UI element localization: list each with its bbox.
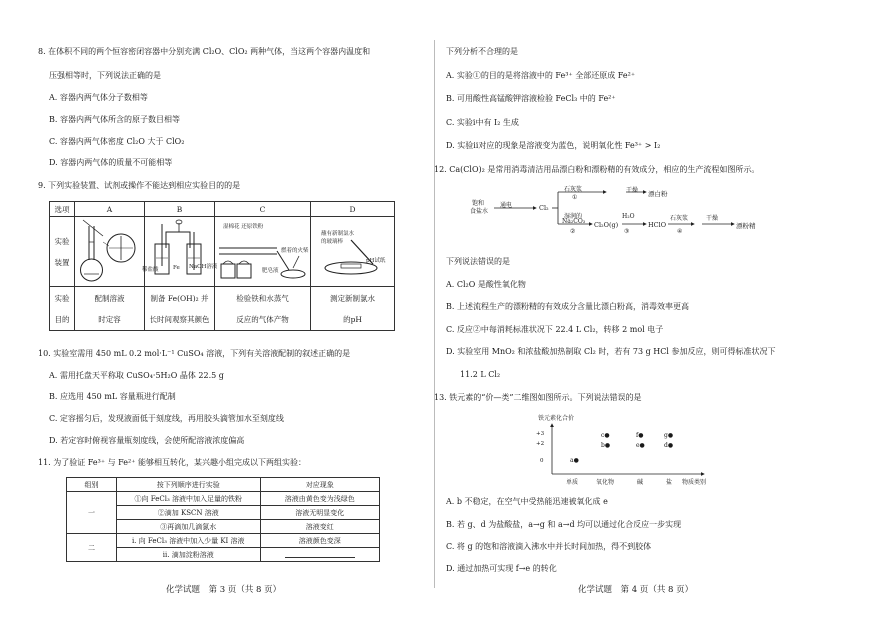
flow-hclo: HClO [648,221,667,229]
q9-purpose-label-2: 目的 [54,314,70,324]
flow-start-1: 饱和 [472,200,485,207]
label-b-fe: Fe [173,265,180,271]
q9-purpose-c [215,287,311,331]
q11-header-group: 组别 [67,478,117,492]
label-b-naoh: NaOH溶液 [189,264,218,270]
q13-option-d: D. 通过加热可实现 f→e 的转化 [446,564,557,573]
chart-y-label: 铁元素化合价 [538,415,575,422]
q12-stem: 12. Ca(ClO)₂ 是常用消毒清洁用品漂白粉和漂粉精的有效成分，相应的生产流程如图所示。 [434,165,760,174]
q11-group-2: 二 [67,534,117,562]
flow-lime: 石灰浆 [670,215,689,222]
label-c-top: 湿棉花 还原铁粉 [223,224,264,230]
flow-step-2: ② [570,228,576,235]
q9-header-d: D [311,202,395,217]
q11-row-5-step: ⅱ. 滴加淀粉溶液 [116,548,260,562]
chart-xtick-element: 单质 [566,479,579,486]
q13-option-b: B. 若 g、d 为盐酸盐，a→g 和 a→d 均可以通过化合反应一步实现 [446,520,682,529]
q10-option-b: B. 应选用 450 mL 容量瓶进行配制 [49,392,176,401]
q9-purpose-c-2: 反应的气体产物 [236,314,289,324]
flow-dry-2: 干燥 [706,215,719,222]
chart-axes [544,420,714,482]
q13-stem: 13. 铁元素的“价—类”二维图如图所示。下列说法错误的是 [434,393,642,402]
q12-option-c: C. 反应②中每消耗标准状况下 22.4 L Cl₂，转移 2 mol 电子 [446,325,664,334]
flow-mid-reagent-2: Na₂CO₃ [562,218,586,225]
flow-h2o: H₂O [622,213,635,220]
q10-stem: 10. 实验室需用 450 mL 0.2 mol·L⁻¹ CuSO₄ 溶液，下列有关溶液配制的叙述正确的是 [38,349,351,358]
footer-left: 化学试题 第 3 页（共 8 页） [166,585,282,595]
q11-row-3-step: ③再滴加几滴氯水 [116,520,260,534]
q11-row-2-result: 溶液无明显变化 [260,506,379,520]
footer-right: 化学试题 第 4 页（共 8 页） [578,585,694,595]
q8-stem-line2: 压强相等时，下列说法正确的是 [49,71,161,80]
q11-header-steps: 按下列顺序进行实验 [116,478,260,492]
point-c: c● [601,432,610,439]
q8-option-b: B. 容器内两气体所含的原子数目相等 [49,115,180,124]
q9-purpose-c-1: 检验铁和水蒸气 [236,293,289,303]
q9-purpose-d-2: 的pH [343,314,362,324]
q9-stem: 9. 下列实验装置、试剂或操作不能达到相应实验目的的是 [38,181,241,190]
q11-stem: 11. 为了验证 Fe³⁺ 与 Fe²⁺ 能够相互转化，某兴趣小组完成以下两组实验： [38,458,306,467]
q10-option-c: C. 定容摇匀后，发现液面低于刻度线，再用胶头滴管加水至刻度线 [49,414,284,423]
q12-option-b: B. 上述流程生产的漂粉精的有效成分含量比漂白粉高，消毒效率更高 [446,302,689,311]
q9-purpose-label-1: 实验 [54,293,70,303]
point-e: e● [636,442,645,449]
q11-row-5-result [260,548,379,562]
q9-apparatus-b [145,217,218,287]
q12-stem-2: 下列说法错误的是 [446,257,510,266]
q9-row-purpose-label [50,287,75,331]
chart-xtick-oxide: 氧化物 [596,479,615,486]
q11-row-3-result: 溶液变红 [260,520,379,534]
label-c-soap: 肥皂液 [262,268,279,274]
q9-table [49,201,395,331]
flow-electrolysis: 通电 [500,202,513,209]
q11-option-d: D. 实验ⅱ对应的现象是溶液变为蓝色，说明氧化性 Fe³⁺ > I₂ [446,141,661,150]
q11-table [66,477,380,562]
fe-oh2-apparatus-diagram [145,218,214,286]
flow-cl2: Cl₂ [539,204,549,212]
flow-step-4: ④ [677,228,683,235]
q13-option-a: A. b 不稳定，在空气中受热能迅速被氧化成 e [446,497,608,506]
chart-xtick-class: 物质类别 [682,479,707,486]
point-f: f● [636,432,644,439]
q8-option-d: D. 容器内两气体的质量不可能相等 [49,158,173,167]
q8-stem-line1: 8. 在体积不同的两个恒容密闭容器中分别充满 Cl₂O、ClO₂ 两种气体，当这两个容器内温度和 [38,47,371,56]
q11-row-2-step: ②滴加 KSCN 溶液 [116,506,260,520]
q13-option-c: C. 将 g 的饱和溶液滴入沸水中并长时间加热，得不到胶体 [446,542,652,551]
label-b-hcl: 稀盐酸 [142,267,159,273]
q9-purpose-a-2: 时定容 [98,314,121,324]
point-a: a● [570,457,579,464]
flow-mid-reagent-1: 湿润的 [564,213,583,220]
q9-apparatus-a [75,217,145,287]
q11-header-phenomena: 对应现象 [260,478,379,492]
q11-row-1-result: 溶液由黄色变为浅绿色 [260,492,379,506]
point-g: g● [664,432,674,439]
q9-apparatus-d [311,217,395,287]
q9-purpose-b-1: 制备 Fe(OH)₂ 并 [150,293,209,303]
q12-option-d-1: D. 实验室用 MnO₂ 和浓盐酸加热制取 Cl₂ 时，若有 73 g HCl 参加反应，则可得标准状况下 [446,347,776,356]
flow-step-1: ① [572,194,578,201]
q8-option-c: C. 容器内两气体密度 Cl₂O 大于 ClO₂ [49,137,185,146]
flow-start-2: 食盐水 [470,208,489,215]
label-d-ph: pH试纸 [366,258,386,264]
ph-paper-diagram [311,218,394,286]
chart-ytick-3: +3 [536,431,545,437]
q9-purpose-d [311,287,395,331]
q9-purpose-b [145,287,215,331]
flow-bleach-essence: 漂粉精 [736,222,756,230]
q10-option-a: A. 需用托盘天平称取 CuSO₄·5H₂O 晶体 22.5 g [49,371,224,380]
q11-option-c: C. 实验ⅰ中有 I₂ 生成 [446,118,519,127]
volumetric-flask-diagram [75,218,144,286]
q8-option-a: A. 容器内两气体分子数相等 [49,93,148,102]
point-d: d● [664,442,674,449]
q9-header-a: A [75,202,145,217]
q11-blank-line [285,549,355,558]
flow-top-dry: 干燥 [626,187,639,194]
q9-purpose-a [75,287,145,331]
chart-ytick-2: +2 [536,441,545,447]
q11-group-1: 一 [67,492,117,534]
point-b: b● [601,442,611,449]
q11-analysis-stem: 下列分析不合理的是 [446,47,518,56]
q11-row-4-step: ⅰ. 向 FeCl₃ 溶液中加入少量 KI 溶液 [116,534,260,548]
q9-header-option: 选项 [50,202,75,217]
q11-row-1-step: ①向 FeCl₃ 溶液中加入足量的铁粉 [116,492,260,506]
chart-xtick-salt: 盐 [666,479,673,486]
q9-purpose-d-1: 测定新制氯水 [330,293,375,303]
q10-option-d: D. 若定容时俯视容量瓶刻度线，会使所配溶液浓度偏高 [49,436,245,445]
flow-cl2o: Cl₂O(g) [594,221,619,229]
q9-row-apparatus-label [50,217,75,287]
q11-row-4-result: 溶液颜色变深 [260,534,379,548]
label-d-top1: 蘸有新制氯水 [321,231,355,237]
q11-option-a: A. 实验①的目的是将溶液中的 Fe³⁺ 全部还原成 Fe²⁺ [446,71,636,80]
q9-header-c: C [215,202,311,217]
q12-option-a: A. Cl₂O 是酸性氧化物 [446,280,526,289]
label-d-top2: 的玻璃棒 [321,239,344,245]
q9-purpose-a-1: 配制溶液 [94,293,125,303]
flow-arrows [470,182,770,236]
q9-apparatus-label-2: 装置 [54,257,70,267]
q9-purpose-b-2: 长时间观察其颜色 [149,314,210,324]
flow-bleaching-powder: 漂白粉 [648,190,668,198]
chart-ytick-0: 0 [540,458,544,464]
flow-step-3: ③ [624,228,630,235]
chart-xtick-base: 碱 [637,479,644,486]
label-c-match: 燃着的火柴 [281,248,309,254]
q11-option-b: B. 可用酸性高锰酸钾溶液检验 FeCl₃ 中的 Fe²⁺ [446,94,616,103]
q9-apparatus-label-1: 实验 [54,236,70,246]
q9-header-b: B [145,202,215,217]
q12-option-d-2: 11.2 L Cl₂ [460,370,501,379]
column-divider [434,40,435,588]
flow-top-reagent: 石灰浆 [564,186,583,193]
